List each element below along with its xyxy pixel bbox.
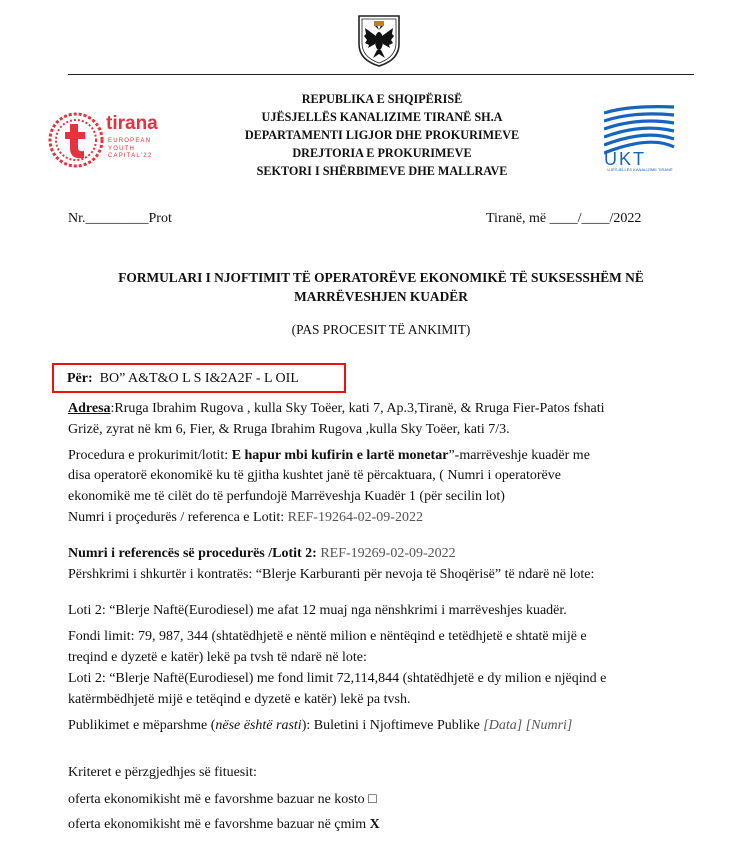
lot-2-description: Loti 2: “Blerje Naftë(Eurodiesel) me afat 12 muaj nga nënshkrimi i marrëveshjes kuadër. [68, 603, 567, 618]
recipient-value: BO” A&T&O L S I&2A2F - L OIL [99, 371, 299, 386]
protocol-number: Nr._________Prot [68, 211, 172, 226]
header-rule [68, 74, 694, 75]
procedure-line-3: ekonomikë me të cilët do të perfundojë Marrëveshja Kuadër 1 (për secilin lot) [68, 489, 505, 504]
publications-condition: nëse është rasti [215, 718, 302, 733]
procedure-reference-label: Numri i proçedurës / referenca e Lotit: [68, 510, 288, 525]
header-line-country: REPUBLIKA E SHQIPËRISË [301, 92, 463, 106]
lot-reference-value: REF-19269-02-09-2022 [320, 546, 456, 561]
fund-limit-line-1: Fondi limit: 79, 987, 344 (shtatëdhjetë e nëntë milion e nëntëqind e tetëdhjetë e shtatë mijë e [68, 629, 587, 644]
coat-of-arms-icon [357, 14, 401, 68]
address-line-1 [68, 399, 604, 419]
institution-header [180, 90, 584, 180]
criteria-option-cost-label: oferta ekonomikisht më e favorshme bazuar ne kosto [68, 792, 365, 807]
selection-criteria-heading: Kriteret e përzgjedhjes së fituesit: [68, 765, 257, 780]
lot-reference [68, 544, 456, 564]
procedure-prefix: Procedura e prokurimit/lotit: [68, 448, 232, 463]
criteria-option-cost-checkbox: □ [368, 792, 377, 807]
ukt-logo-subtitle: UJËSJELLËS KANALIZIME TIRANË [607, 167, 673, 172]
lot-fund-line-2: katërmbëdhjetë mijë e tetëqind e dyzetë e katër) lekë pa tvsh. [68, 692, 411, 707]
address-line-2: Grizë, zyrat në km 6, Fier, & Rruga Ibrahim Rugova ,kulla Sky Toëer, kati 7/3. [68, 422, 510, 437]
publications-prefix: Publikimet e mëparshme ( [68, 718, 216, 733]
previous-publications [68, 716, 572, 736]
header-line-company: UJËSJELLËS KANALIZIME TIRANË SH.A [261, 110, 503, 124]
form-title [60, 268, 702, 306]
publications-middle: ): Buletini i Njoftimeve Publike [301, 718, 484, 733]
procedure-type: E hapur mbi kufirin e lartë monetar [231, 448, 449, 463]
header-line-department: DEPARTAMENTI LIGJOR DHE PROKURIMEVE [244, 128, 520, 142]
ukt-logo-word: UKT [604, 149, 646, 169]
procedure-line-2: disa operatorë ekonomikë ku të gjitha kushtet janë të përcaktuara, ( Numri i operatorëve [68, 468, 561, 483]
publications-placeholder: [Data] [Numri] [483, 718, 573, 733]
address-label: Adresa [68, 401, 111, 416]
criteria-option-price [68, 815, 380, 835]
criteria-option-price-mark: X [369, 817, 380, 832]
criteria-option-cost [68, 790, 377, 810]
form-title-line-2: MARRËVESHJEN KUADËR [294, 289, 468, 304]
recipient-line [67, 369, 299, 389]
fund-limit-line-2: treqind e dyzetë e katër) lekë pa tvsh të ndarë në lote: [68, 650, 367, 665]
criteria-option-price-label: oferta ekonomikisht më e favorshme bazuar në çmim [68, 817, 367, 832]
form-subtitle: (PAS PROCESIT TË ANKIMIT) [291, 322, 471, 337]
document-date: Tiranë, më ____/____/2022 [486, 211, 642, 226]
tirana-logo-word: tirana [106, 113, 158, 134]
procedure-suffix: ”-marrëveshje kuadër me [448, 448, 590, 463]
header-line-directorate: DREJTORIA E PROKURIMEVE [292, 146, 472, 160]
procedure-line-1 [68, 446, 590, 466]
procedure-reference-value: REF-19264-02-09-2022 [287, 510, 423, 525]
procedure-reference [68, 508, 423, 528]
recipient-label: Për: [67, 371, 93, 386]
address-text-1: :Rruga Ibrahim Rugova , kulla Sky Toëer, kati 7, Ap.3,Tiranë, & Rruga Fier-Patos fshati [110, 401, 605, 416]
form-title-line-1: FORMULARI I NJOFTIMIT TË OPERATORËVE EKONOMIKË TË SUKSESSHËM NË [118, 270, 644, 285]
tirana-logo-subtitle: EUROPEAN YOUTH CAPITAL'22 [108, 138, 153, 159]
contract-description: Përshkrimi i shkurtër i kontratës: “Blerje Karburanti për nevoja të Shoqërisë” të ndarë në lote: [68, 567, 595, 582]
lot-fund-line-1: Loti 2: “Blerje Naftë(Eurodiesel) me fond limit 72,114,844 (shtatëdhjetë e dy milion e njëqind e [68, 671, 607, 686]
header-line-sector: SEKTORI I SHËRBIMEVE DHE MALLRAVE [256, 164, 508, 178]
lot-reference-label: Numri i referencës së procedurës /Lotit 2: [68, 546, 321, 561]
